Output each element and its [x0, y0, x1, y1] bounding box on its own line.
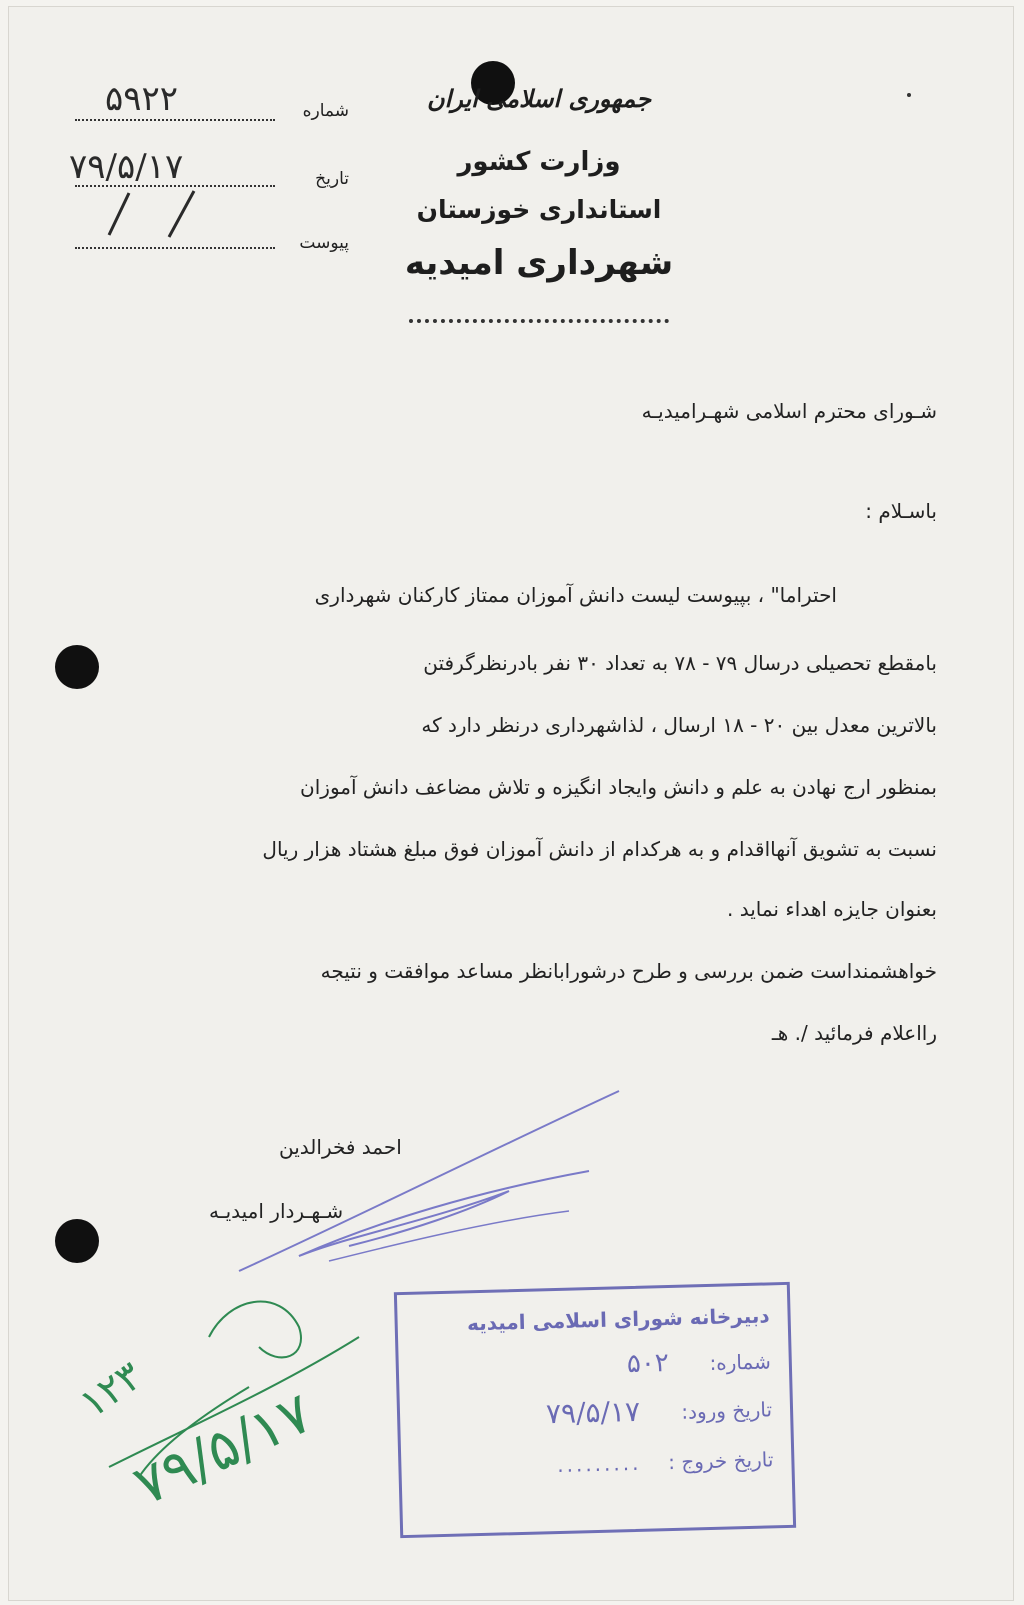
letter-page	[8, 6, 1014, 1601]
recipient-line: شـورای محترم اسلامی شهـرامیدیـه	[641, 399, 937, 423]
body-line-7: خواهشمنداست ضمن بررسی و طرح درشورابانظر مساعد موافقت و نتیجه	[320, 959, 937, 983]
punch-hole-bottom	[55, 1219, 99, 1263]
stamp-exit-dots: .........	[556, 1450, 642, 1478]
handwritten-signature	[229, 1071, 629, 1281]
green-note-date: ۷۹/۵/۱۷	[124, 1380, 323, 1519]
signatory-title: شـهـردار امیدیـه	[209, 1199, 344, 1223]
date-value: ۷۹/۵/۱۷	[69, 147, 184, 187]
green-note-strokes	[99, 1277, 369, 1507]
letterhead-governorate: استانداری خوزستان	[416, 195, 662, 224]
number-label: شماره	[302, 101, 349, 121]
body-line-1: احتراما" ، بپیوست لیست دانش آموزان ممتاز کارکنان شهرداری	[314, 583, 837, 607]
body-line-4: بمنظور ارج نهادن به علم و دانش وایجاد انگیزه و تلاش مضاعف دانش آموزان	[300, 775, 937, 799]
letterhead-ministry: وزارت کشور	[457, 147, 621, 177]
body-line-2: بامقطع تحصیلی درسال ۷۹ - ۷۸ به تعداد ۳۰ نفر بادرنظرگرفتن	[423, 651, 937, 675]
body-line-5: نسبت به تشویق آنهااقدام و به هرکدام از دانش آموزان فوق مبلغ هشتاد هزار ریال	[262, 837, 937, 861]
letterhead-republic: جمهوری اسلامی ایران	[426, 85, 652, 113]
body-line-8: رااعلام فرمائید /. هـ	[771, 1021, 937, 1045]
council-receipt-stamp	[394, 1282, 796, 1538]
body-line-3: بالاترین معدل بین ۲۰ - ۱۸ ارسال ، لذاشهرداری درنظر دارد که	[421, 713, 937, 737]
letterhead-municipality: شهرداری امیدیه	[404, 243, 674, 283]
date-handwriting-strokes	[99, 185, 209, 245]
attachment-line	[75, 247, 275, 249]
stamp-number-label: شماره:	[709, 1349, 772, 1375]
letterhead-divider	[409, 319, 669, 323]
number-line	[75, 119, 275, 121]
punch-hole-middle	[55, 645, 99, 689]
signatory-name: احمد فخرالدین	[279, 1135, 402, 1159]
stray-mark	[907, 93, 911, 97]
stamp-entry-date-label: تاریخ ورود:	[680, 1397, 773, 1424]
date-label: تاریخ	[315, 169, 349, 189]
greeting-line: باسـلام :	[865, 499, 937, 523]
attachment-label: پیوست	[299, 233, 349, 253]
stamp-number-value: ۵۰۲	[626, 1348, 670, 1380]
stamp-title: دبیرخانه شورای اسلامی امیدیه	[466, 1303, 770, 1336]
body-line-6: بعنوان جایزه اهداء نماید .	[727, 897, 937, 921]
number-value: ۵۹۲۲	[105, 79, 179, 119]
stamp-entry-date-value: ۷۹/۵/۱۷	[545, 1394, 641, 1431]
green-note-ref: ۱۲۳	[71, 1352, 151, 1428]
stamp-exit-date-label: تاریخ خروج :	[667, 1447, 774, 1475]
